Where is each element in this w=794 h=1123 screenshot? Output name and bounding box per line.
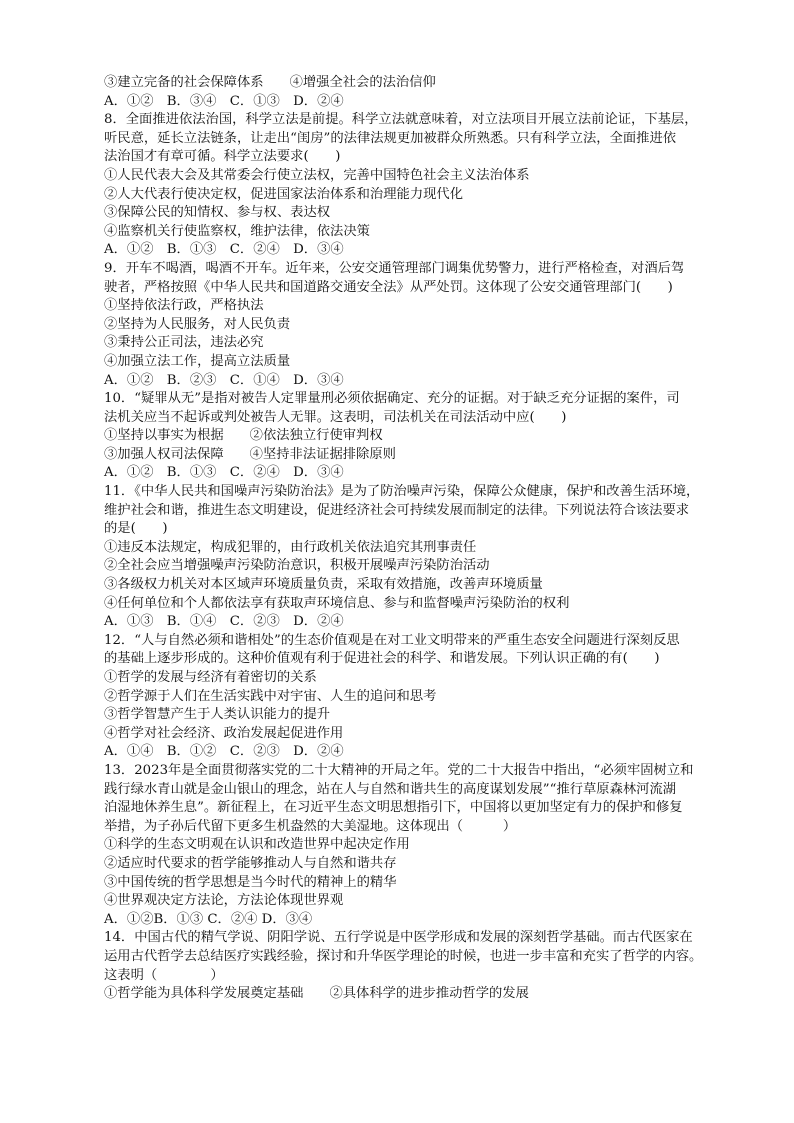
option-4: ④增强全社会的法治信仰: [289, 75, 436, 90]
question-stem-line: 这表明（ ）: [104, 967, 224, 983]
question-stem-line: 9．开车不喝酒，喝酒不开车。近年来，公安交通管理部门调集优势警力，进行严格检查，对酒后驾: [104, 260, 685, 276]
option-4: ④哲学对社会经济、政治发展起促进作用: [104, 725, 344, 741]
question-stem-line: 14．中国古代的精气学说、阴阳学说、五行学说是中医学形成和发展的深刻哲学基础。而古代医家在: [104, 930, 693, 946]
option-4: ④任何单位和个人都依法享有获取声环境信息、参与和监督噪声污染防治的权利: [104, 595, 570, 611]
question-stem-line: 法治国才有章可循。科学立法要求( ): [104, 149, 341, 165]
answer-choices: A．①④ B．①② C．②③ D．②④: [104, 744, 344, 760]
option-2: ②全社会应当增强噪声污染防治意识，积极开展噪声污染防治活动: [104, 558, 490, 574]
option-4: ④加强立法工作，提高立法质量: [104, 353, 291, 369]
question-stem-line: 的是( ): [104, 521, 168, 537]
answer-choices: A．①② B．①③ C．②④ D．③④: [104, 242, 344, 258]
option-2: ②依法独立行使审判权: [249, 428, 383, 444]
option-line: [104, 427, 704, 446]
question-14: [104, 929, 704, 1003]
option-2: ②坚持为人民服务，对人民负责: [104, 316, 291, 332]
option-3: ③中国传统的哲学思想是当今时代的精神上的精华: [104, 874, 397, 890]
answer-choices: A．①②B．①③ C．②④ D．③④: [104, 911, 313, 927]
question-11: [104, 483, 704, 632]
option-1: ①哲学能为具体科学发展奠定基础: [104, 986, 304, 1002]
option-3: ③秉持公正司法，违法必究: [104, 335, 264, 351]
option-1: ①哲学的发展与经济有着密切的关系: [104, 670, 317, 685]
option-2: ②适应时代要求的哲学能够推动人与自然和谐共存: [104, 855, 397, 871]
answer-choices: A．①② B．①③ C．②④ D．③④: [104, 465, 344, 481]
question-stem-line: 听民意，延长立法链条，让走出“闺房”的法律法规更加被群众所熟悉。只有科学立法，全面推进依: [104, 130, 677, 146]
option-4: ④监察机关行使监察权，维护法律，依法决策: [104, 223, 370, 239]
option-1: ①人民代表大会及其常委会行使立法权，完善中国特色社会主义法治体系: [104, 167, 530, 183]
option-4: ④世界观决定方法论，方法论体现世界观: [104, 893, 344, 909]
option-line: [104, 446, 704, 465]
option-2: ②具体科学的进步推动哲学的发展: [329, 986, 529, 1002]
question-stem-line: 运用古代哲学去总结医疗实践经验，探讨和升华医学理论的时候，也进一步丰富和充实了哲学的内容。: [104, 948, 703, 964]
question-stem-line: 举措，为子孙后代留下更多生机盎然的大美湿地。这体现出（ ）: [104, 818, 517, 834]
option-2: ②哲学源于人们在生活实践中对宇宙、人生的追问和思考: [104, 688, 437, 704]
question-12: [104, 632, 704, 762]
question-stem-line: 13．2023年是全面贯彻落实党的二十大精神的开局之年。党的二十大报告中指出，“必须牢固树立和: [104, 762, 694, 778]
question-stem-line: 驶者，严格按照《中华人民共和国道路交通安全法》从严处罚。这体现了公安交通管理部门( ): [104, 279, 673, 295]
answer-choices: A．①③ B．①④ C．②③ D．②④: [104, 614, 344, 630]
option-4: ④坚持非法证据排除原则: [249, 446, 396, 462]
option-3: ③建立完备的社会保障体系: [104, 75, 264, 90]
option-1: ①科学的生态文明观在认识和改造世界中起决定作用: [104, 837, 410, 853]
question-stem-line: 8．全面推进依法治国，科学立法是前提。科学立法就意味着，对立法项目开展立法前论证，下基层，: [104, 112, 698, 128]
option-3: ③哲学智慧产生于人类认识能力的提升: [104, 707, 331, 723]
question-stem-line: 践行绿水青山就是金山银山的理念，站在人与自然和谐共生的高度谋划发展”“推行草原森林河流湖: [104, 781, 677, 797]
option-line: [104, 74, 704, 93]
question-stem-line: 11．《中华人民共和国噪声污染防治法》是为了防治噪声污染，保障公众健康，保护和改善生活环境，: [104, 484, 700, 500]
exam-page: [104, 74, 704, 1004]
option-3: ③加强人权司法保障: [104, 446, 224, 462]
answer-choices: A．①② B．②③ C．①④ D．③④: [104, 372, 344, 388]
question-9: [104, 260, 704, 390]
question-stem-line: 维护社会和谐，推进生态文明建设，促进经济社会可持续发展而制定的法律。下列说法符合该法要求: [104, 502, 690, 518]
answer-choices: A．①② B．③④ C．①③ D．②④: [104, 93, 344, 109]
question-stem-line: 的基础上逐步形成的。这种价值观有利于促进社会的科学、和谐发展。下列认识正确的有( ): [104, 651, 660, 667]
question-stem-line: 法机关应当不起诉或判处被告人无罪。这表明，司法机关在司法活动中应( ): [104, 409, 567, 425]
question-stem-line: 泊湿地休养生息”。新征程上，在习近平生态文明思想指引下，中国将以更加坚定有力的保护和修复: [104, 800, 683, 816]
option-3: ③保障公民的知情权、参与权、表达权: [104, 205, 331, 221]
question-stem-line: 12．“人与自然必须和谐相处”的生态价值观是在对工业文明带来的严重生态安全问题进行深刻反思: [104, 632, 680, 648]
question-stem-line: 10．“疑罪从无”是指对被告人定罪量刑必须依据确定、充分的证据。对于缺乏充分证据的案件，司: [104, 391, 680, 407]
option-1: ①违反本法规定，构成犯罪的，由行政机关依法追究其刑事责任: [104, 539, 477, 555]
option-1: ①坚持以事实为根据: [104, 428, 224, 444]
question-8: [104, 111, 704, 260]
question-10: [104, 390, 704, 483]
option-3: ③各级权力机关对本区域声环境质量负责，采取有效措施，改善声环境质量: [104, 577, 543, 593]
option-1: ①坚持依法行政，严格执法: [104, 298, 264, 314]
option-2: ②人大代表行使决定权，促进国家法治体系和治理能力现代化: [104, 186, 464, 202]
question-13: [104, 762, 704, 929]
option-line: [104, 985, 704, 1004]
